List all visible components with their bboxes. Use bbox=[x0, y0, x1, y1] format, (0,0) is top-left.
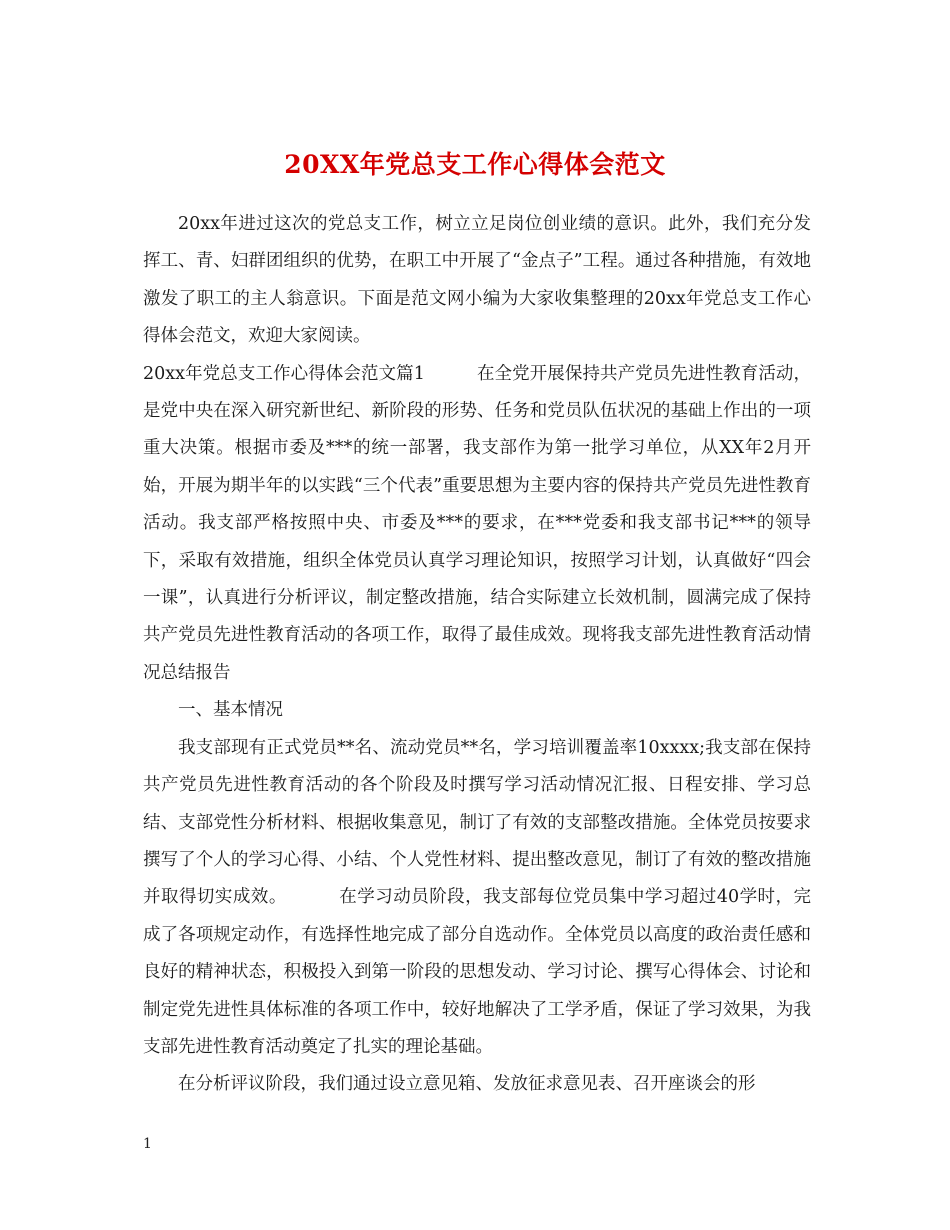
basic-situation-paragraph bbox=[143, 730, 811, 1067]
study-mobilization-text: 在学习动员阶段，我支部每位党员集中学习超过40学时，完成了各项规定动作，有选择性地完成了部分自选动作。全体党员以高度的政治责任感和良好的精神状态，积极投入到第一阶段的思想发动、学习讨论、撰写心得体会、讨论和制定党先进性具体标准的各项工作中，较好地解决了工学矛盾，保证了学习效果，为我支部先进性教育活动奠定了扎实的理论基础。 bbox=[143, 887, 811, 1057]
intro-paragraph: 20xx年进过这次的党总支工作，树立立足岗位创业绩的意识。此外，我们充分发挥工、青、妇群团组织的优势，在职工中开展了“金点子”工程。通过各种措施，有效地激发了职工的主人翁意识。下面是范文网小编为大家收集整理的20xx年党总支工作心得体会范文，欢迎大家阅读。 bbox=[143, 214, 811, 347]
basic-situation-text: 我支部现有正式党员**名、流动党员**名，学习培训覆盖率10xxxx;我支部在保持共产党员先进性教育活动的各个阶段及时撰写学习活动情况汇报、日程安排、学习总结、支部党性分析材料、根据收集意见，制订了有效的支部整改措施。全体党员按要求撰写了个人的学习心得、小结、个人党性材料、提出整改意见，制订了有效的整改措施并取得切实成效。 bbox=[143, 737, 811, 908]
analysis-paragraph: 在分析评议阶段，我们通过设立意见箱、发放征求意见表、召开座谈会的形 bbox=[178, 1074, 756, 1095]
section-heading: 20xx年党总支工作心得体会范文篇1 bbox=[143, 363, 425, 384]
page-number: 1 bbox=[143, 1136, 152, 1152]
document-title: 20XX年党总支工作心得体会范文 bbox=[284, 149, 666, 179]
subheading-basic-situation: 一、基本情况 bbox=[178, 700, 283, 721]
document-body bbox=[143, 206, 811, 1104]
section-text: 在全党开展保持共产党员先进性教育活动，是党中央在深入研究新世纪、新阶段的形势、任务和党员队伍状况的基础上作出的一项重大决策。根据市委及***的统一部署，我支部作为第一批学习单位，从XX年2月开始，开展为期半年的以实践“三个代表”重要思想为主要内容的保持共产党员先进性教育活动。我支部严格按照中央、市委及***的要求，在***党委和我支部书记***的领导下，采取有效措施，组织全体党员认真学习理论知识，按照学习计划，认真做好“四会一课”，认真进行分析评议，制定整改措施，结合实际建立长效机制，圆满完成了保持共产党员先进性教育活动的各项工作，取得了最佳成效。现将我支部先进性教育活动情况总结报告 bbox=[143, 363, 812, 683]
section-paragraph bbox=[143, 356, 811, 693]
